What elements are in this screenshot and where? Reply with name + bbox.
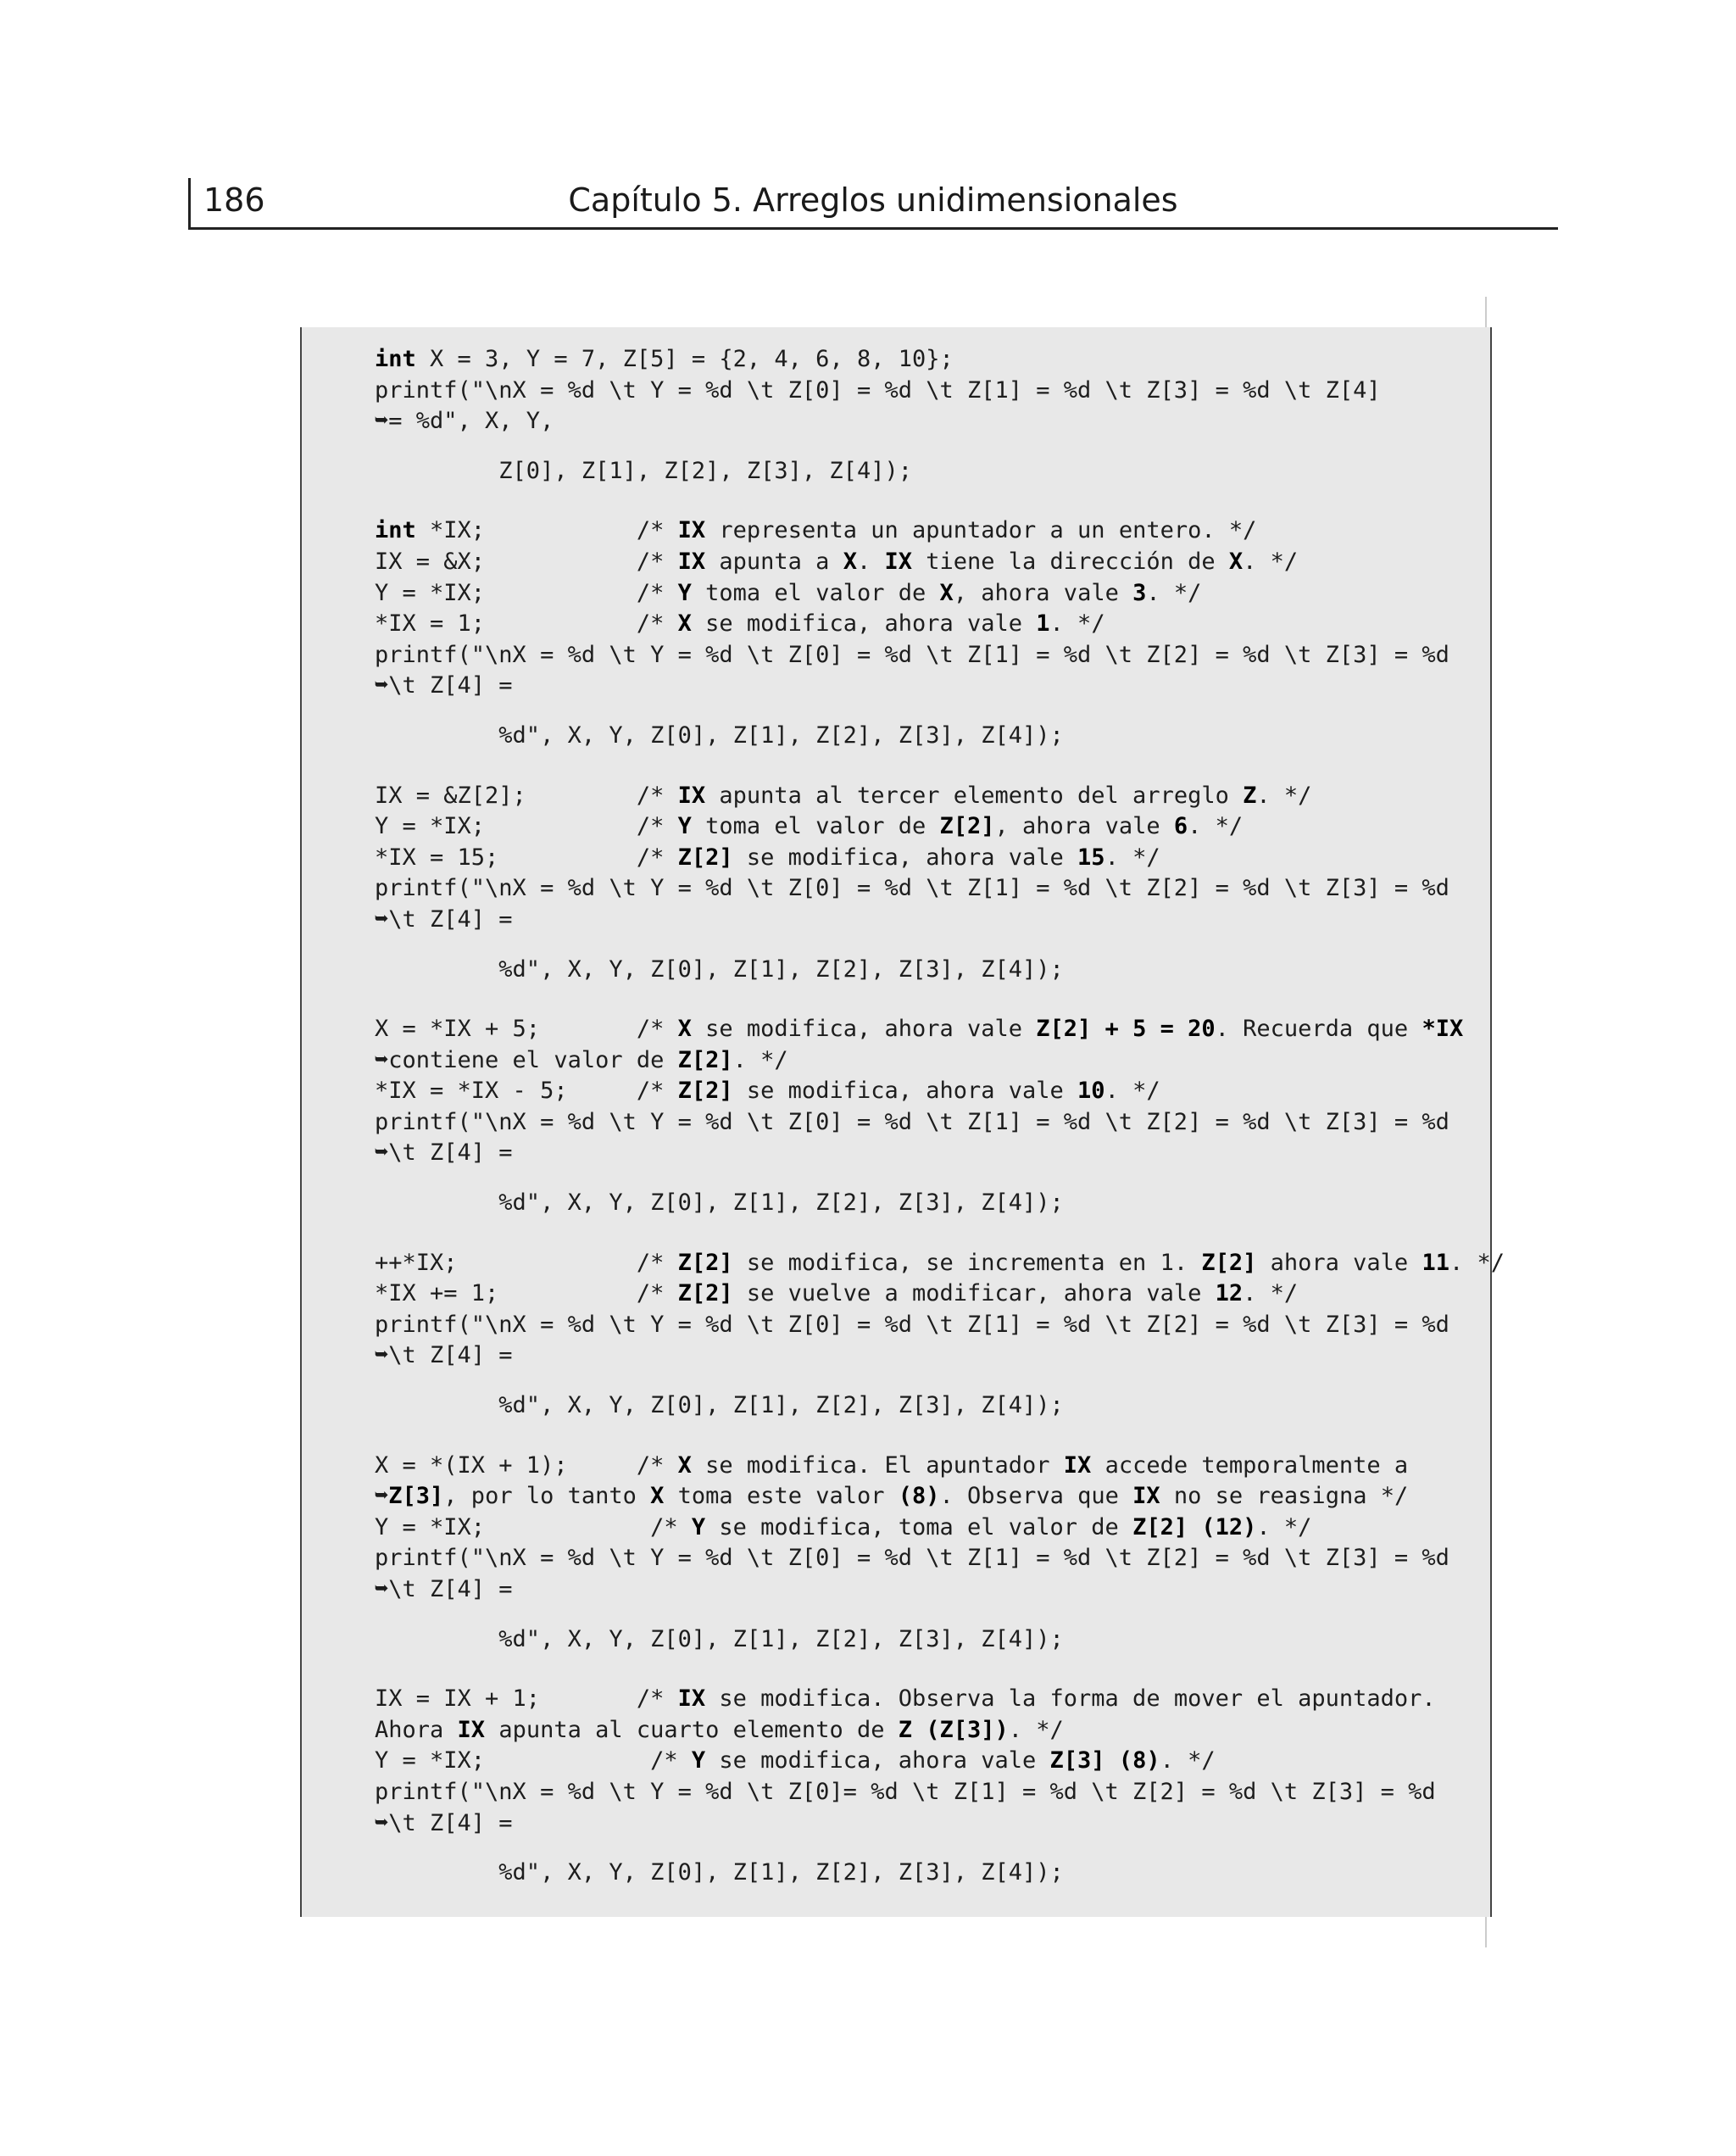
code-bold-token: Z (Z[3]) <box>898 1716 1009 1743</box>
code-token: ++*IX; /* <box>375 1249 678 1276</box>
code-token: ➥\t Z[4] = <box>375 905 513 933</box>
code-bold-token: X <box>939 579 954 606</box>
code-bold-token: 1 <box>1036 610 1050 638</box>
code-token: toma el valor de <box>691 813 940 840</box>
code-line <box>375 1715 1505 1747</box>
code-line <box>375 609 1505 640</box>
code-token: *IX += 1; /* <box>375 1280 678 1307</box>
code-line <box>375 1513 1505 1544</box>
code-line <box>375 1279 1505 1310</box>
code-spacer <box>375 1606 1505 1624</box>
code-line <box>375 1624 1505 1656</box>
code-token: Z[0], Z[1], Z[2], Z[3], Z[4]); <box>375 457 912 484</box>
code-line <box>375 1451 1505 1482</box>
code-line <box>375 376 1505 407</box>
code-spacer <box>375 1372 1505 1390</box>
code-bold-token: Z[2] <box>677 1249 733 1276</box>
code-token: *IX = 1; /* <box>375 610 678 638</box>
code-token: . */ <box>1146 579 1202 606</box>
code-spacer <box>375 752 1505 781</box>
code-bold-token: Z[2] + 5 = 20 <box>1036 1016 1216 1043</box>
code-token: . */ <box>1256 782 1312 809</box>
code-bold-token: IX <box>1063 1451 1092 1479</box>
code-token: %d", X, Y, Z[0], Z[1], Z[2], Z[3], Z[4]); <box>375 955 1064 983</box>
code-token: accede temporalmente a <box>1091 1451 1409 1479</box>
code-bold-token: Y <box>691 1513 706 1540</box>
code-listing <box>375 344 1505 1889</box>
code-token: , ahora vale <box>994 813 1174 840</box>
code-line <box>375 1248 1505 1279</box>
code-listing-box <box>300 327 1505 1917</box>
code-token: X = *(IX + 1); /* <box>375 1451 678 1479</box>
code-token: . */ <box>1256 1513 1312 1540</box>
code-token: . Recuerda que <box>1215 1016 1422 1043</box>
code-token: se modifica, ahora vale <box>732 1078 1078 1105</box>
code-bold-token: Z[2] <box>677 844 733 871</box>
code-spacer <box>375 1839 1505 1858</box>
code-token: apunta a <box>705 548 843 575</box>
code-token: ➥\t Z[4] = <box>375 1342 513 1369</box>
code-token: . */ <box>1243 548 1299 575</box>
code-line <box>375 1310 1505 1341</box>
code-bold-token: X <box>677 610 692 638</box>
code-line <box>375 811 1505 843</box>
code-spacer <box>375 1219 1505 1248</box>
code-token: ➥\t Z[4] = <box>375 1576 513 1602</box>
code-line <box>375 1777 1505 1808</box>
code-token: Y = *IX; /* <box>375 813 678 840</box>
code-line <box>375 905 1505 936</box>
code-bold-token: IX <box>677 548 706 575</box>
code-token: tiene la dirección de <box>912 548 1229 575</box>
code-line <box>375 1390 1505 1422</box>
code-bold-token: Z[3] <box>388 1483 444 1510</box>
code-line <box>375 843 1505 874</box>
code-bold-token: Z[3] (8) <box>1049 1747 1160 1774</box>
code-token: . */ <box>1243 1280 1299 1307</box>
code-token: se modifica, toma el valor de <box>705 1513 1133 1540</box>
code-bold-token: X <box>843 548 857 575</box>
code-token: %d", X, Y, Z[0], Z[1], Z[2], Z[3], Z[4]); <box>375 1189 1064 1217</box>
code-bold-token: 15 <box>1077 844 1105 871</box>
code-token: *IX = *IX - 5; /* <box>375 1078 678 1105</box>
code-bold-token: 10 <box>1077 1078 1105 1105</box>
code-bold-token: 6 <box>1173 813 1188 840</box>
code-spacer <box>375 1422 1505 1451</box>
code-token: apunta al tercer elemento del arreglo <box>705 782 1244 809</box>
code-line <box>375 640 1505 671</box>
code-token: X = *IX + 5; /* <box>375 1016 678 1043</box>
code-bold-token: Y <box>677 579 692 606</box>
code-token: %d", X, Y, Z[0], Z[1], Z[2], Z[3], Z[4]); <box>375 721 1064 749</box>
code-token: ➥\t Z[4] = <box>375 1809 513 1836</box>
code-line <box>375 547 1505 578</box>
code-token: printf("\nX = %d \t Y = %d \t Z[0] = %d \t Z[1] = %d \t Z[2] = %d \t Z[3] = %d <box>375 1545 1449 1572</box>
code-token: se modifica. Observa la forma de mover el apuntador. <box>705 1685 1436 1713</box>
code-line <box>375 1858 1505 1889</box>
code-token: ➥\t Z[4] = <box>375 672 513 699</box>
code-bold-token: X <box>650 1483 665 1510</box>
code-bold-token: IX <box>677 517 706 544</box>
code-token: se vuelve a modificar, ahora vale <box>732 1280 1216 1307</box>
code-token: ahora vale <box>1256 1249 1422 1276</box>
code-token: . */ <box>732 1046 788 1073</box>
code-bold-token: 11 <box>1422 1249 1449 1276</box>
code-line <box>375 955 1505 986</box>
code-spacer <box>375 1655 1505 1684</box>
code-token: IX = IX + 1; /* <box>375 1685 678 1713</box>
code-token: printf("\nX = %d \t Y = %d \t Z[0] = %d \t Z[1] = %d \t Z[2] = %d \t Z[3] = %d <box>375 875 1449 902</box>
code-token: representa un apuntador a un entero. */ <box>705 517 1257 544</box>
code-bold-token: Z[2] <box>677 1078 733 1105</box>
code-spacer <box>375 487 1505 515</box>
chapter-title: Capítulo 5. Arreglos unidimensionales <box>568 181 1178 219</box>
code-token: printf("\nX = %d \t Y = %d \t Z[0] = %d \t Z[1] = %d \t Z[2] = %d \t Z[3] = %d <box>375 1311 1449 1338</box>
code-bold-token: Z[2] <box>1201 1249 1257 1276</box>
code-spacer <box>375 437 1505 456</box>
code-bold-token: X <box>1228 548 1244 575</box>
code-token: %d", X, Y, Z[0], Z[1], Z[2], Z[3], Z[4]); <box>375 1859 1064 1886</box>
code-bold-token: Y <box>691 1747 706 1774</box>
code-spacer <box>375 936 1505 955</box>
code-bold-token: IX <box>677 782 706 809</box>
code-token: . */ <box>1049 610 1105 638</box>
code-line <box>375 1574 1505 1606</box>
code-token: toma el valor de <box>691 579 940 606</box>
code-line <box>375 1481 1505 1513</box>
code-bold-token: Z[2] <box>939 813 995 840</box>
code-token: . */ <box>1160 1747 1216 1774</box>
code-token: *IX = 15; /* <box>375 844 678 871</box>
page-number: 186 <box>203 181 265 219</box>
code-bold-token: 3 <box>1132 579 1147 606</box>
code-token: se modifica, se incrementa en 1. <box>732 1249 1202 1276</box>
code-token: se modifica, ahora vale <box>732 844 1078 871</box>
code-line <box>375 344 1505 376</box>
code-token: IX = &Z[2]; /* <box>375 782 678 809</box>
code-bold-token: IX <box>457 1716 486 1743</box>
page-header <box>188 170 1558 231</box>
box-top-tick <box>1485 297 1487 327</box>
code-token: %d", X, Y, Z[0], Z[1], Z[2], Z[3], Z[4]); <box>375 1392 1064 1419</box>
code-line <box>375 1188 1505 1219</box>
code-spacer <box>375 985 1505 1014</box>
code-line <box>375 781 1505 812</box>
code-line <box>375 671 1505 702</box>
box-bottom-tick <box>1485 1917 1487 1947</box>
code-token: printf("\nX = %d \t Y = %d \t Z[0] = %d \t Z[1] = %d \t Z[2] = %d \t Z[3] = %d <box>375 1108 1449 1135</box>
code-token: , por lo tanto <box>443 1483 651 1510</box>
code-bold-token: Z[2] <box>677 1046 733 1073</box>
code-token: Y = *IX; /* <box>375 579 678 606</box>
code-bold-token: IX <box>1132 1483 1160 1510</box>
code-bold-token: Z[2] (12) <box>1132 1513 1257 1540</box>
code-spacer <box>375 702 1505 721</box>
code-spacer <box>375 1169 1505 1188</box>
code-token: printf("\nX = %d \t Y = %d \t Z[0]= %d \t Z[1] = %d \t Z[2] = %d \t Z[3] = %d <box>375 1778 1436 1805</box>
code-bold-token: X <box>677 1451 692 1479</box>
code-token: ➥\t Z[4] = <box>375 1139 513 1167</box>
code-token: apunta al cuarto elemento de <box>485 1716 899 1743</box>
code-token: se modifica. El apuntador <box>691 1451 1064 1479</box>
code-line <box>375 1076 1505 1107</box>
code-token: . */ <box>1104 844 1160 871</box>
code-line <box>375 1340 1505 1372</box>
code-line <box>375 1014 1505 1045</box>
code-token: , ahora vale <box>953 579 1133 606</box>
code-token: IX = &X; /* <box>375 548 678 575</box>
code-bold-token: Z <box>1243 782 1257 809</box>
code-line <box>375 1107 1505 1139</box>
code-token: no se reasigna */ <box>1160 1483 1409 1510</box>
code-token: . <box>856 548 885 575</box>
code-token: X = 3, Y = 7, Z[5] = {2, 4, 6, 8, 10}; <box>415 346 954 372</box>
code-line <box>375 1543 1505 1574</box>
code-token: . Observa que <box>939 1483 1133 1510</box>
code-token: ➥ <box>375 1483 389 1510</box>
code-token: *IX; /* <box>415 517 678 544</box>
code-line <box>375 721 1505 752</box>
code-token: ➥contiene el valor de <box>375 1046 678 1073</box>
code-line <box>375 1138 1505 1169</box>
code-bold-token: *IX <box>1422 1016 1464 1043</box>
code-token: se modifica, ahora vale <box>691 1016 1037 1043</box>
code-line <box>375 1684 1505 1715</box>
code-token: Y = *IX; /* <box>375 1513 692 1540</box>
code-line <box>375 1808 1505 1840</box>
code-bold-token: IX <box>677 1685 706 1713</box>
code-token: %d", X, Y, Z[0], Z[1], Z[2], Z[3], Z[4]); <box>375 1625 1064 1652</box>
code-line <box>375 406 1505 437</box>
code-line <box>375 873 1505 905</box>
code-token: se modifica, ahora vale <box>705 1747 1050 1774</box>
code-bold-token: int <box>375 517 416 544</box>
code-line <box>375 578 1505 610</box>
code-bold-token: IX <box>884 548 912 575</box>
code-token: Y = *IX; /* <box>375 1747 692 1774</box>
code-token: . */ <box>1104 1078 1160 1105</box>
code-token: . */ <box>1449 1249 1505 1276</box>
code-token: Ahora <box>375 1716 458 1743</box>
header-rule <box>188 227 1558 230</box>
code-token: . */ <box>1188 813 1244 840</box>
code-token: printf("\nX = %d \t Y = %d \t Z[0] = %d \t Z[1] = %d \t Z[2] = %d \t Z[3] = %d <box>375 641 1449 668</box>
code-token: . */ <box>1008 1716 1064 1743</box>
code-line <box>375 515 1505 547</box>
code-bold-token: 12 <box>1215 1280 1244 1307</box>
code-token: printf("\nX = %d \t Y = %d \t Z[0] = %d \t Z[1] = %d \t Z[3] = %d \t Z[4] <box>375 376 1381 404</box>
code-line <box>375 456 1505 487</box>
code-bold-token: int <box>375 346 416 372</box>
code-token: ➥= %d", X, Y, <box>375 408 554 435</box>
code-bold-token: X <box>677 1016 692 1043</box>
code-token: se modifica, ahora vale <box>691 610 1037 638</box>
code-bold-token: Z[2] <box>677 1280 733 1307</box>
code-bold-token: Y <box>677 813 692 840</box>
code-line <box>375 1045 1505 1077</box>
code-bold-token: (8) <box>898 1483 940 1510</box>
code-line <box>375 1746 1505 1777</box>
code-token: toma este valor <box>664 1483 899 1510</box>
